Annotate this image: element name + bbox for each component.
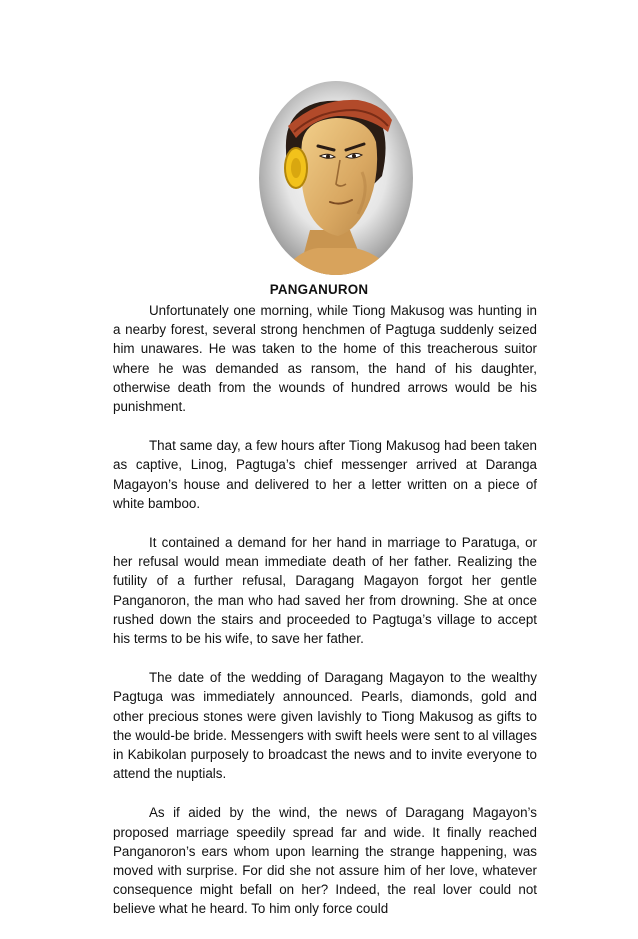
paragraph-1: Unfortunately one morning, while Tiong Makusog was hunting in a nearby forest, several strong henchmen of Pagtuga suddenly seized him unawares. He was taken to the home of this treacherous suitor where he was demanded as ransom, the hand of his daughter, otherwise death from the wounds of hundred arrows would be his punishment.: [113, 303, 537, 415]
warrior-portrait-icon: [258, 80, 414, 276]
paragraph-5: As if aided by the wind, the news of Daragang Magayon’s proposed marriage speedily spread far and wide. It finally reached Panganoron’s ears whom upon learning the strange happening, was moved with surprise. For did she not assure him of her love, whatever consequence might befall on her? Indeed, the real lover could not believe what he heard. To him only force could: [113, 805, 537, 917]
story-text: [113, 301, 537, 939]
page-title: PANGANURON: [269, 282, 369, 297]
paragraph-2: That same day, a few hours after Tiong Makusog had been taken as captive, Linog, Pagtuga’s chief messenger arrived at Daranga Magayon’s house and delivered to her a letter written on a piece of white bamboo.: [113, 438, 537, 511]
paragraph-4: The date of the wedding of Daragang Magayon to the wealthy Pagtuga was immediately announced. Pearls, diamonds, gold and other precious stones were given lavishly to Tiong Makusog as gifts to the would-be bride. Messengers with swift heels were sent to al villages in Kabikolan purposely to broadcast the news and to invite everyone to attend the nuptials.: [113, 670, 537, 782]
portrait-illustration: [258, 80, 414, 276]
paragraph-3: It contained a demand for her hand in marriage to Paratuga, or her refusal would mean immediate death of her father. Realizing the futility of a further refusal, Daragang Magayon forgot her gentle Panganoron, the man who had saved her from drowning. She at once rushed down the stairs and proceeded to Pagtuga’s village to accept his terms to be his wife, to save her father.: [113, 535, 537, 647]
